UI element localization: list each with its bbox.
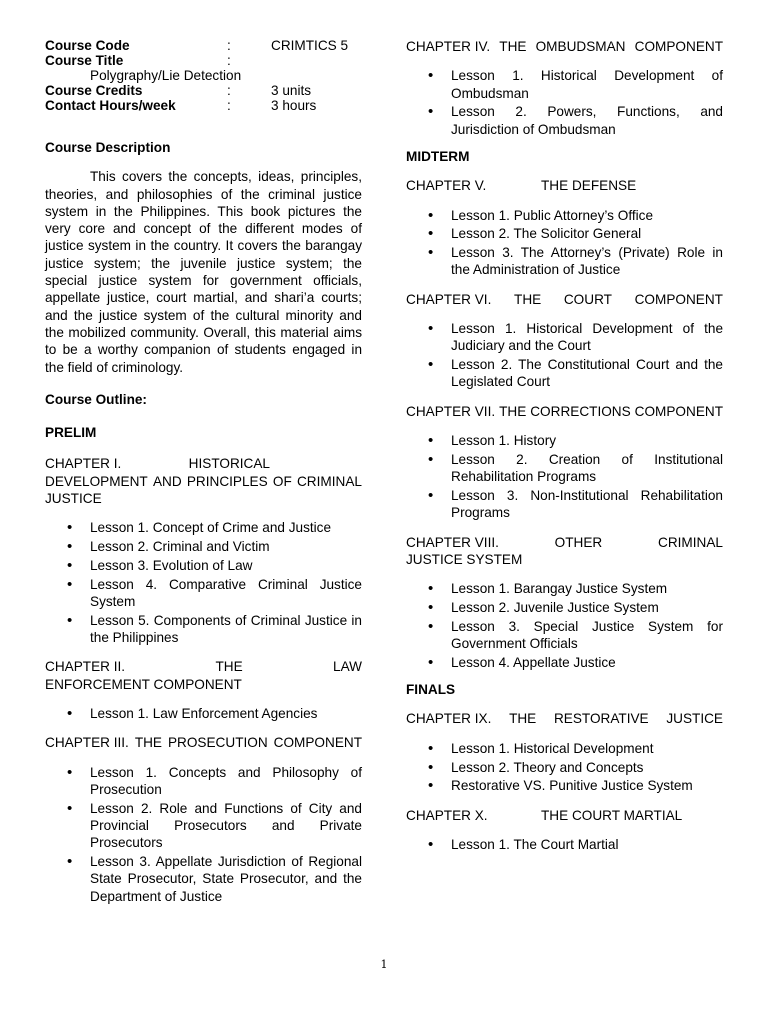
finals-heading: FINALS [406, 682, 456, 698]
list-item: • Restorative VS. Punitive Justice System [406, 777, 723, 794]
chapter-2-word: ENFORCEMENT COMPONENT [45, 676, 242, 692]
course-code-row [45, 38, 362, 53]
course-outline-heading: Course Outline: [45, 391, 147, 407]
chapter-9-word: JUSTICE [666, 711, 723, 727]
list-item: • Lesson 2. The Constitutional Court and the Legislated Court [406, 356, 723, 391]
list-item: • Lesson 1. The Court Martial [406, 836, 723, 853]
contact-hours-value: 3 hours [271, 98, 317, 113]
course-credits-value: 3 units [271, 83, 312, 98]
chapter-5-lessons [406, 207, 723, 279]
chapter-1-heading [45, 455, 362, 507]
chapter-4-heading [406, 38, 723, 55]
list-item: • Lesson 3. Special Justice System for Government Officials [406, 618, 723, 653]
list-item: • Lesson 1. Public Attorney’s Office [406, 207, 723, 224]
chapter-1-word: OF [272, 473, 292, 489]
chapter-2-heading [45, 658, 362, 693]
contact-hours-row [45, 98, 362, 113]
list-item: • Lesson 1. Barangay Justice System [406, 580, 723, 597]
chapter-4-word: CHAPTER IV. [406, 39, 491, 54]
list-item: • Lesson 3. Non-Institutional Rehabilitation Programs [406, 487, 723, 522]
course-description-heading: Course Description [45, 140, 171, 155]
list-item: • Lesson 3. Appellate Jurisdiction of Regional State Prosecutor, State Prosecutor, and the Department of Justice [45, 853, 362, 905]
list-item: • Lesson 4. Comparative Criminal Justice System [45, 576, 362, 611]
chapter-1-word: JUSTICE [45, 491, 102, 507]
list-item: • Lesson 2. Criminal and Victim [45, 538, 362, 555]
chapter-4-word: THE [499, 39, 527, 54]
chapter-6-word: COMPONENT [634, 291, 723, 307]
chapter-6-lessons [406, 320, 723, 391]
chapter-3-lessons [45, 764, 362, 905]
list-item: • Lesson 1. Historical Development of the Judiciary and the Court [406, 320, 723, 355]
chapter-8-word: CRIMINAL [658, 534, 723, 550]
chapter-2-word: LAW [333, 659, 362, 675]
chapter-1-word: PRINCIPLES [186, 473, 268, 489]
list-item: • Lesson 4. Appellate Justice [406, 654, 723, 671]
course-description-text: This covers the concepts, ideas, principles, theories, and philosophies of the criminal justice system in the Philippines. This book pictures the very core and concept of the different modes of justice system in the country. It covers the barangay justice system; the juvenile justice system; the special justice system for government officials, appellate justice, court martial, and shari’a courts; and the justice system of the cultural minority and the mobilized community. Overall, this material aims to be a worthy companion of students engaged in the field of criminology. [45, 169, 362, 375]
course-title-row [45, 53, 362, 68]
chapter-7-word: CHAPTER VII. [406, 403, 496, 419]
chapter-10-title: THE COURT MARTIAL [541, 807, 683, 823]
chapter-3-word: THE [134, 735, 162, 751]
chapter-4-word: COMPONENT [634, 39, 723, 54]
prelim-heading: PRELIM [45, 425, 97, 441]
list-item: • Lesson 1. History [406, 432, 723, 449]
chapter-5-title: THE DEFENSE [541, 178, 637, 194]
chapter-3-heading [45, 734, 362, 751]
chapter-5-heading [406, 177, 723, 194]
chapter-1-word: AND [152, 473, 182, 489]
chapter-9-lessons [406, 740, 723, 795]
chapter-7-word: COMPONENT [634, 403, 723, 419]
chapter-1-word: DEVELOPMENT [45, 473, 148, 489]
midterm-heading: MIDTERM [406, 148, 470, 164]
chapter-2-word: THE [215, 659, 243, 675]
chapter-10-lessons [406, 836, 723, 853]
chapter-1-word: HISTORICAL [188, 456, 270, 472]
chapter-4-word: OMBUDSMAN [535, 39, 626, 54]
list-item: • Lesson 2. Creation of Institutional Rehabilitation Programs [406, 451, 723, 486]
chapter-9-heading [406, 710, 723, 727]
chapter-7-heading [406, 403, 723, 420]
chapter-5-number: CHAPTER V. [406, 178, 487, 194]
left-column [45, 38, 362, 906]
chapter-7-lessons [406, 432, 723, 521]
chapter-8-word: OTHER [554, 534, 603, 550]
course-title-value: Polygraphy/Lie Detection [90, 68, 242, 83]
colon: : [227, 83, 231, 98]
chapter-7-word: THE [499, 403, 527, 419]
list-item: • Lesson 1. Law Enforcement Agencies [45, 705, 362, 722]
list-item: • Lesson 1. Historical Development [406, 740, 723, 757]
chapter-2-word: CHAPTER II. [45, 659, 126, 675]
chapter-6-word: THE [514, 291, 542, 307]
list-item: • Lesson 5. Components of Criminal Justice in the Philippines [45, 612, 362, 647]
chapter-10-number: CHAPTER X. [406, 807, 488, 823]
chapter-4-lessons [406, 67, 723, 138]
chapter-7-word: CORRECTIONS [530, 403, 631, 419]
right-column [406, 38, 723, 855]
list-item: • Lesson 2. Theory and Concepts [406, 759, 723, 776]
list-item: • Lesson 2. The Solicitor General [406, 225, 723, 242]
chapter-9-word: RESTORATIVE [553, 711, 649, 727]
course-code-value: CRIMTICS 5 [271, 38, 349, 53]
list-item: • Lesson 1. Historical Development of Ombudsman [406, 67, 723, 102]
list-item: • Lesson 1. Concept of Crime and Justice [45, 519, 362, 536]
list-item: • Lesson 3. The Attorney’s (Private) Role in the Administration of Justice [406, 244, 723, 279]
chapter-9-word: CHAPTER IX. [406, 711, 492, 727]
chapter-10-heading [406, 807, 723, 824]
chapter-9-word: THE [509, 711, 537, 727]
chapter-3-word: COMPONENT [273, 735, 362, 751]
chapter-8-word: CHAPTER VIII. [406, 534, 499, 550]
colon: : [227, 98, 231, 113]
colon: : [227, 53, 231, 68]
page-number: 1 [380, 958, 388, 971]
list-item: • Lesson 3. Evolution of Law [45, 557, 362, 574]
chapter-2-lessons [45, 705, 362, 722]
chapter-1-lessons [45, 519, 362, 646]
chapter-8-word: JUSTICE SYSTEM [406, 551, 523, 567]
list-item: • Lesson 2. Role and Functions of City and Provincial Prosecutors and Private Prosecutors [45, 800, 362, 852]
chapter-6-heading [406, 291, 723, 308]
course-credits-label: Course Credits [45, 83, 143, 98]
chapter-8-heading [406, 534, 723, 569]
course-code-label: Course Code [45, 38, 130, 53]
chapter-3-word: PROSECUTION [167, 735, 268, 751]
course-credits-row [45, 83, 362, 98]
colon: : [227, 38, 231, 53]
chapter-1-word: CRIMINAL [296, 473, 362, 489]
chapter-1-word: CHAPTER I. [45, 456, 122, 472]
chapter-3-word: CHAPTER III. [45, 735, 129, 751]
chapter-6-word: COURT [563, 291, 612, 307]
list-item: • Lesson 1. Concepts and Philosophy of Prosecution [45, 764, 362, 799]
contact-hours-label: Contact Hours/week [45, 98, 176, 113]
chapter-8-lessons [406, 580, 723, 671]
chapter-6-word: CHAPTER VI. [406, 291, 492, 307]
list-item: • Lesson 2. Powers, Functions, and Jurisdiction of Ombudsman [406, 103, 723, 138]
course-title-label: Course Title [45, 53, 124, 68]
list-item: • Lesson 2. Juvenile Justice System [406, 599, 723, 616]
